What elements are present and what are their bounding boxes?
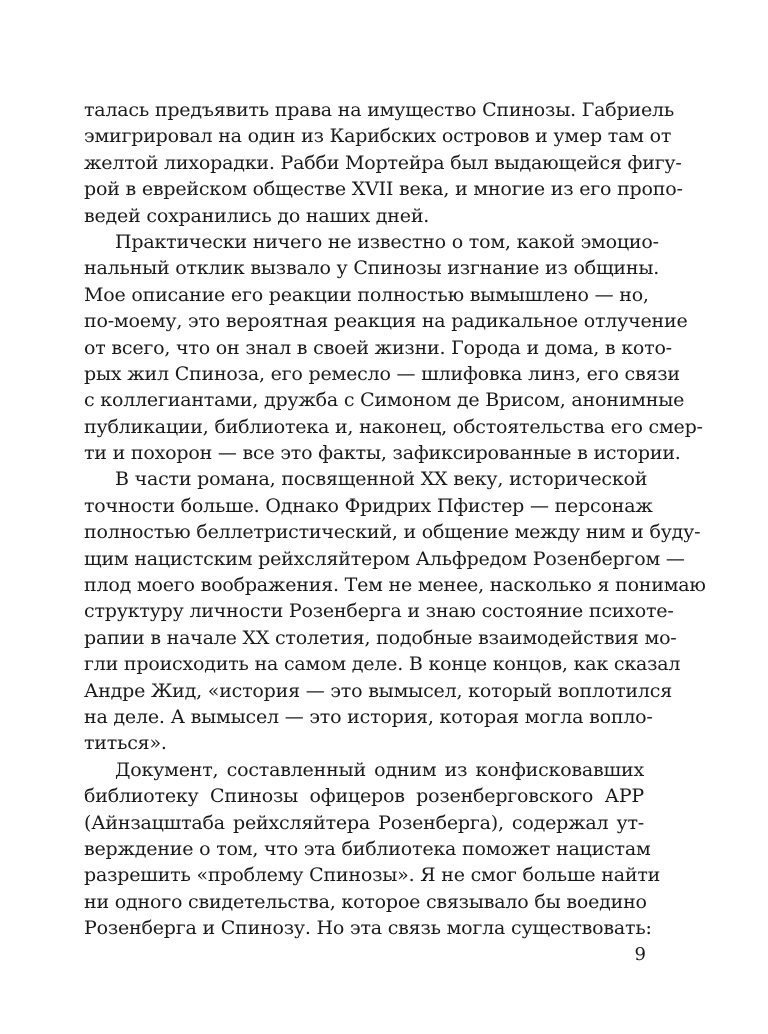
text-line: эмигрировал на один из Карибских островов и умер там от — [84, 125, 672, 148]
text-line: Розенберга и Спинозу. Но эта связь могла существовать: — [84, 917, 652, 940]
text-line: с коллегиантами, дружба с Симоном де Врисом, анонимные — [84, 389, 685, 412]
text-line: титься». — [84, 732, 167, 755]
text-line: Мое описание его реакции полностью вымышлено — но, — [84, 283, 649, 306]
paragraph-first-line: Практически ничего не известно о том, какой эмоцио- — [115, 230, 659, 253]
text-line: библиотеку Спинозы офицеров розенберговского АРР — [84, 785, 644, 808]
text-line: плод моего воображения. Тем не менее, насколько я понимаю — [84, 574, 706, 597]
text-line: ти и похорон — все это факты, зафиксированные в истории. — [84, 442, 681, 465]
text-line: талась предъявить права на имущество Спинозы. Габриель — [84, 99, 675, 121]
text-line: разрешить «проблему Спинозы». Я не смог больше найти — [84, 864, 661, 887]
text-line: на деле. А вымысел — это история, которая могла вопло- — [84, 705, 653, 728]
paragraph-first-line: Документ, составленный одним из конфисковавших — [115, 758, 644, 781]
text-line: желтой лихорадки. Рабби Мортейра был выдающейся фигу- — [84, 151, 682, 174]
text-line: нальный отклик вызвало у Спинозы изгнание из общины. — [84, 257, 660, 280]
text-line: (Айнзацштаба рейхсляйтера Розенберга), содержал ут- — [84, 811, 644, 834]
body-text — [84, 97, 706, 942]
text-line: ведей сохранились до наших дней. — [84, 204, 430, 227]
text-line: Андре Жид, «история — это вымысел, который воплотился — [84, 679, 672, 702]
text-line: от всего, что он знал в своей жизни. Города и дома, в кото- — [84, 336, 672, 359]
text-line: публикации, библиотека и, наконец, обстоятельства его смер- — [84, 415, 703, 438]
paragraph-first-line: В части романа, посвященной XX веку, исторической — [115, 468, 648, 491]
text-line: рой в еврейском обществе XVII века, и многие из его пропо- — [84, 178, 683, 201]
text-line: верждение о том, что эта библиотека поможет нацистам — [84, 837, 651, 860]
text-line: щим нацистским рейхсляйтером Альфредом Розенбергом — — [84, 547, 685, 570]
text-line: рых жил Спиноза, его ремесло — шлифовка линз, его связи — [84, 362, 680, 385]
text-line: по-моему, это вероятная реакция на радикальное отлучение — [84, 310, 688, 333]
text-line: рапии в начале XX столетия, подобные взаимодействия мо- — [84, 626, 677, 649]
text-line: полностью беллетристический, и общение между ним и буду- — [84, 521, 701, 544]
page-number: 9 — [634, 944, 646, 965]
text-line: гли происходить на самом деле. В конце концов, как сказал — [84, 653, 681, 676]
text-line: точности больше. Однако Фридрих Пфистер — персонаж — [84, 494, 653, 517]
text-line: ни одного свидетельства, которое связывало бы воедино — [84, 890, 647, 913]
text-line: структуру личности Розенберга и знаю состояние психоте- — [84, 600, 674, 623]
